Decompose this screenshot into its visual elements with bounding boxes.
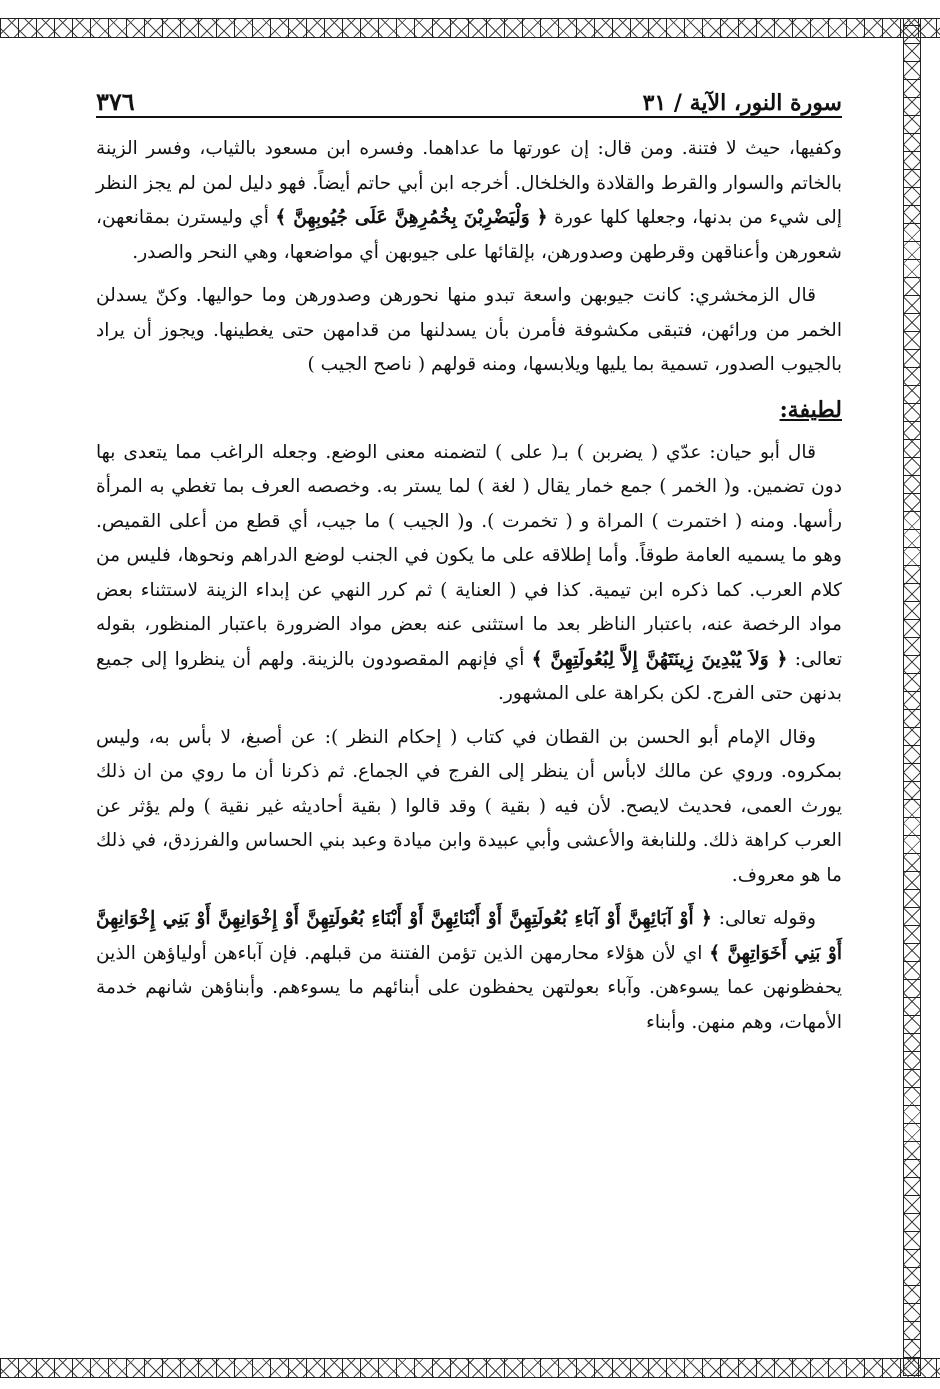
- running-header: [96, 70, 842, 118]
- paragraph-3-text-end: أي فإنهم المقصودون بالزينة. ولهم أن ينظروا إلى جميع بدنهن حتى الفرج. لكن بكراهة على المشهور.: [96, 648, 842, 704]
- paragraph-5-text-end: اي لأن هؤلاء محارمهن الذين تؤمن الفتنة من قبلهم. فإن آباءهن أولياؤهن الذين يحفظونهن عما يسوءهن. وآباء بعولتهن يحفظون على أبنائهم ما يسوءهم. وأبناؤهن شانهم خدمة الأمهات، وهم منهن. وأبناء: [96, 942, 842, 1033]
- decorative-border-bottom: [0, 1358, 940, 1378]
- paragraph-5: [96, 902, 842, 1040]
- quran-verse-2: ﴿ وَلاَ يُبْدِينَ زِينَتَهُنَّ إِلاَّ لِبُعُولَتِهِنَّ ﴾: [531, 648, 788, 670]
- paragraph-3-text: قال أبو حيان: عدّي ( يضربن ) بـ( على ) لتضمنه معنى الوضع. وجعله الراغب مما يتعدى بها دون تضمين. و( الخمر ) جمع خمار يقال ( لغة ) لما يستر به. وخصصه العرف بما تغطي به المرأة رأسها. ومنه ( اختمرت ) المراة و ( تخمرت ). و( الجيب ) ما جيب، أي قطع من أعلى القميص. وهو ما يسميه العامة طوقاً. وأما إطلاقه على ما يكون في الجنب لوضع الدراهم ونحوها، فليس من كلام العرب. كما ذكره ابن تيمية. كذا في ( العناية ) ثم كرر النهي عن إبداء الزينة لاستثناء بعض مواد الرخصة عنه، باعتبار الناظر بعد ما استثنى عنه بعض مواد الضرورة باعتبار المنظور، بقوله تعالى:: [96, 441, 842, 670]
- quran-verse-1: ﴿ وَلْيَضْرِبْنَ بِخُمُرِهِنَّ عَلَى جُيُوبِهِنَّ ﴾: [275, 207, 548, 228]
- paragraph-1-text: وكفيها، حيث لا فتنة. ومن قال: إن عورتها ما عداهما. وفسره ابن مسعود بالثياب، وفسر الزينة بالخاتم والسوار والقرط والقلادة والخلخال. أخرجه ابن أبي حاتم أيضاً. فهو دليل لمن لم يجز النظر إلى شيء من بدنها، وجعلها كلها عورة: [96, 138, 842, 228]
- paragraph-3: [96, 436, 842, 712]
- surah-verse-title: سورة النور، الآية / ٣١: [642, 90, 842, 116]
- paragraph-4-text: وقال الإمام أبو الحسن بن القطان في كتاب ( إحكام النظر ): عن أصبغ، لا بأس به، وليس بمكروه. وروي عن مالك لابأس أن ينظر إلى الفرج في الجماع. ثم ذكرنا أن ما روي من ان ذلك يورث العمى، فحديث لايصح. لأن فيه ( بقية ) وقد قالوا ( بقية أحاديثه غير نقية ) ولم يؤثر عن العرب كراهة ذلك. وللنابغة والأعشى وأبي عبيدة وابن ميادة وعبد بني الحساس والفرزدق، في ذلك ما هو معروف.: [96, 726, 842, 886]
- paragraph-2-text: قال الزمخشري: كانت جيوبهن واسعة تبدو منها نحورهن وصدورهن وما حواليها. وكنّ يسدلن الخمر من ورائهن، فتبقى مكشوفة فأمرن بأن يسدلنها من قدامهن حتى يغطينها. ويجوز أن يراد بالجيوب الصدور، تسمية بما يليها ويلابسها، ومنه قولهم ( ناصح الجيب ): [96, 285, 842, 375]
- page-number: ٣٧٦: [96, 87, 135, 116]
- book-page: [96, 70, 842, 1049]
- quran-verse-3: ﴿ أَوْ آبَائِهِنَّ أَوْ آبَاءِ بُعُولَتِهِنَّ أَوْ أَبْنَائِهِنَّ أَوْ أَبْنَاءِ بُعُولَتِهِنَّ أَوْ إِخْوَانِهِنَّ أَوْ بَنِي إِخْوَانِهِنَّ أَوْ بَنِي أَخَوَاتِهِنَّ ﴾: [96, 908, 842, 964]
- paragraph-1: [96, 132, 842, 270]
- decorative-border-right: [903, 18, 921, 1376]
- paragraph-2: [96, 279, 842, 383]
- paragraph-4: [96, 721, 842, 894]
- decorative-border-top: [0, 18, 940, 38]
- section-heading-latifa: لطيفة:: [779, 396, 842, 423]
- paragraph-1-text-end: أي وليسترن بمقانعهن، شعورهن وأعناقهن وقرطهن وصدورهن، بإلقائها على جيوبهن أي مواضعها، وهي النحر والصدر.: [96, 207, 842, 263]
- paragraph-5-text: وقوله تعالى:: [711, 908, 816, 929]
